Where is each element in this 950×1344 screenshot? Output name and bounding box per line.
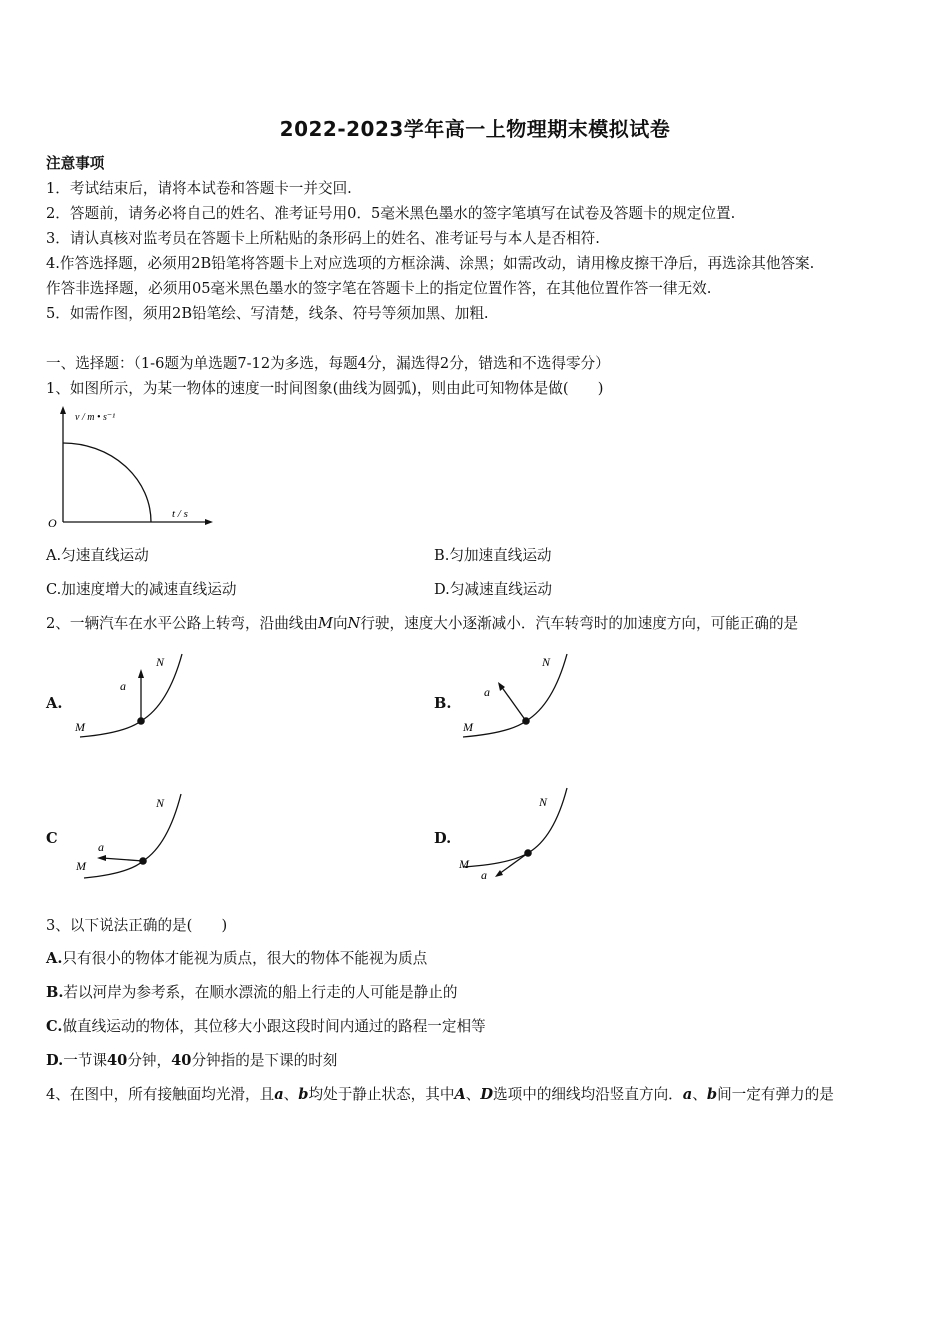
question-1-stem: 1、如图所示，为某一物体的速度一时间图象(曲线为圆弧)，则由此可知物体是做( ) (46, 380, 604, 397)
origin-label: O (48, 516, 57, 530)
q2-option-d-figure (455, 786, 585, 886)
q3-option-c[interactable]: C.做直线运动的物体，其位移大小跟这段时间内通过的路程一定相等 (46, 1018, 486, 1035)
q3-option-b[interactable]: B.若以河岸为参考系，在顺水漂流的船上行走的人可能是静止的 (46, 984, 458, 1001)
question-4-stem: 4、在图中，所有接触面均光滑，且a、b均处于静止状态，其中A、D选项中的细线均沿竖直方向．a、b间一定有弹力的是 (46, 1086, 834, 1103)
q2-option-b-label[interactable]: B. (434, 695, 452, 712)
question-2-stem: 2、一辆汽车在水平公路上转弯，沿曲线由M向N行驶，速度大小逐渐减小．汽车转弯时的加速度方向，可能正确的是 (46, 615, 799, 632)
svg-text:N: N (542, 655, 551, 669)
q2-option-a-label[interactable]: A. (46, 695, 63, 712)
q2-option-c-figure (70, 790, 200, 885)
velocity-curve (63, 443, 151, 522)
svg-text:M: M (459, 857, 469, 871)
question-3-stem: 3、以下说法正确的是( ) (46, 917, 228, 934)
notice-item: 4.作答选择题，必须用2B铅笔将答题卡上对应选项的方框涂满、涂黑；如需改动，请用橡皮擦干净后，再选涂其他答案. (46, 255, 815, 272)
page-title: 2022-2023学年高一上物理期末模拟试卷 (279, 117, 671, 141)
svg-text:M: M (76, 859, 86, 873)
q1-option-c[interactable]: C.加速度增大的减速直线运动 (46, 581, 237, 598)
svg-text:N: N (156, 655, 165, 669)
y-axis-label: v / m • s⁻¹ (75, 412, 116, 423)
velocity-time-graph (44, 404, 214, 532)
notice-item: 1．考试结束后，请将本试卷和答题卡一并交回. (46, 180, 352, 197)
notice-heading: 注意事项 (46, 155, 105, 172)
svg-text:a: a (120, 679, 126, 693)
svg-text:M: M (463, 720, 473, 734)
q2-option-d-label[interactable]: D. (434, 830, 452, 847)
acceleration-arrow (499, 853, 528, 874)
notice-item: 3．请认真核对监考员在答题卡上所粘贴的条形码上的姓名、准考证号与本人是否相符. (46, 230, 600, 247)
q2-option-a-figure (70, 650, 200, 745)
notice-item: 2．答题前，请务必将自己的姓名、准考证号用0．5毫米黑色墨水的签字笔填写在试卷及答题卡的规定位置. (46, 205, 736, 222)
q3-option-a[interactable]: A.只有很小的物体才能视为质点，很大的物体不能视为质点 (46, 950, 428, 967)
q1-option-d[interactable]: D.匀减速直线运动 (434, 581, 552, 598)
acceleration-arrow (102, 858, 143, 861)
q2-option-c-label[interactable]: C (46, 830, 58, 847)
svg-text:a: a (481, 868, 487, 882)
section-heading: 一、选择题：（1-6题为单选题7-12为多选，每题4分，漏选得2分，错选和不选得零分） (46, 355, 610, 372)
svg-text:M: M (75, 720, 85, 734)
q1-option-a[interactable]: A.匀速直线运动 (46, 547, 149, 564)
svg-text:a: a (98, 840, 104, 854)
q2-option-b-figure (455, 650, 585, 745)
y-axis-arrow (60, 406, 66, 414)
q1-option-b[interactable]: B.匀加速直线运动 (434, 547, 552, 564)
x-axis-arrow (205, 519, 213, 525)
notice-item: 5．如需作图，须用2B铅笔绘、写清楚，线条、符号等须加黑、加粗. (46, 305, 489, 322)
svg-text:a: a (484, 685, 490, 699)
x-axis-label: t / s (172, 508, 188, 520)
notice-item: 作答非选择题，必须用05毫米黑色墨水的签字笔在答题卡上的指定位置作答，在其他位置作答一律无效. (46, 280, 712, 297)
acceleration-arrow (501, 686, 526, 721)
q3-option-d[interactable]: D.一节课40分钟，40分钟指的是下课的时刻 (46, 1052, 338, 1069)
svg-text:N: N (539, 795, 548, 809)
svg-text:N: N (156, 796, 165, 810)
